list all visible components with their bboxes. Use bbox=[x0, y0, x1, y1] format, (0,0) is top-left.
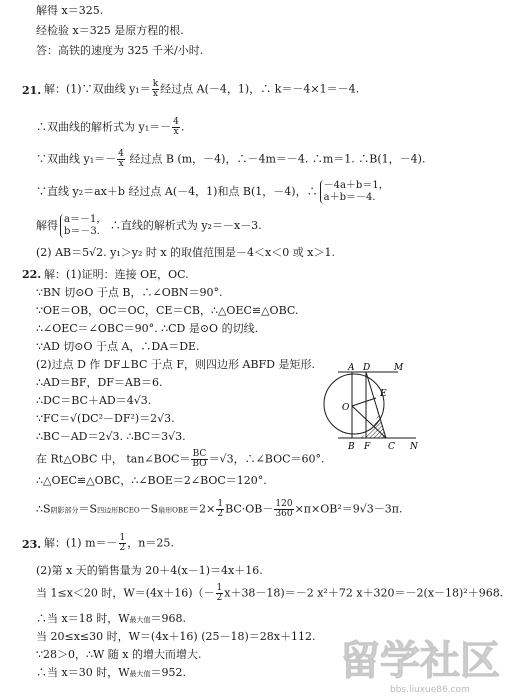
q22-line12: ∴△OEC≌△OBC，∴∠BOE＝2∠BOC＝120°. bbox=[36, 474, 267, 487]
q23-line2: (2)第 x 天的销售量为 20＋4(x－1)＝4x＋16. bbox=[36, 564, 263, 577]
segment-oe bbox=[352, 398, 376, 406]
watermark-text: 留学社区 bbox=[340, 638, 500, 684]
line-check: 经检验 x＝325 是原方程的根. bbox=[36, 24, 184, 37]
equation-system: －4a＋b＝1， a＋b＝－4. bbox=[320, 180, 389, 204]
q22-line9: ∵FC＝√(DC²－DF²)＝2√3. bbox=[36, 412, 175, 425]
geometry-figure bbox=[318, 362, 430, 452]
equation-system: a＝－1， b＝－3. bbox=[60, 214, 106, 238]
circle-o bbox=[324, 374, 384, 434]
q21-line5: 解得 a＝－1， b＝－3. ∴直线的解析式为 y₂＝－x－3. bbox=[36, 214, 262, 237]
q21-line2: ∴双曲线的解析式为 y₁＝－ $\frac{4}{x}$ . bbox=[36, 117, 185, 137]
label-d: D bbox=[363, 363, 371, 373]
line-answer: 答：高铁的速度为 325 千米/小时. bbox=[36, 44, 204, 57]
fraction: $\frac{1}{2}$ bbox=[217, 499, 224, 519]
fraction: $\frac{BC}{BO}$ bbox=[192, 449, 207, 469]
label-a: A bbox=[348, 363, 355, 373]
q22-line5: ∵AD 切⊙O 于点 A，∴DA＝DE. bbox=[36, 340, 200, 353]
q22-line1: 解：(1)证明：连接 OE，OC. bbox=[44, 268, 189, 281]
label-e: E bbox=[380, 389, 387, 399]
fraction: $\frac{4}{x}$ bbox=[173, 117, 179, 137]
label-c: C bbox=[388, 442, 395, 452]
q22-line10: ∴BC－AD＝2√3. ∴BC＝3√3. bbox=[36, 430, 186, 443]
q22-line3: ∵OE＝OB，OC＝OC，CE＝CB，∴△OEC≌△OBC. bbox=[36, 304, 299, 317]
fraction: $\frac{1}{2}$ bbox=[216, 583, 223, 603]
q23-line3: 当 1≤x＜20 时，W＝(4x＋16)（－ $\frac{1}{2}$ x＋38－18)＝－2 x²＋72 x＋320＝－2(x－18)²＋968. bbox=[36, 583, 504, 603]
q23-line4: ∴当 x＝18 时，W最大值＝968. bbox=[36, 612, 186, 625]
q22-line8: ∴DC＝BC＋AD＝4√3. bbox=[36, 394, 152, 407]
q22-line13: ∴S阴影部分＝S四边形BCEO－S扇形OBE＝2× $\frac{1}{2}$ BC·OB－ $\frac{120}{360}$ ×π×OB²＝9√3－3π. bbox=[36, 499, 403, 519]
fraction: $\frac{1}{2}$ bbox=[119, 533, 126, 553]
q22-line7: ∴AD＝BF，DF＝AB＝6. bbox=[36, 376, 163, 389]
question-22-number: 22. bbox=[22, 268, 42, 281]
q23-line1: 解：(1) m＝－ $\frac{1}{2}$ ，n＝25. bbox=[44, 533, 174, 553]
line-solve-x: 解得 x＝325. bbox=[36, 4, 104, 17]
watermark-logo bbox=[334, 626, 502, 696]
fraction: $\frac{k}{x}$ bbox=[152, 79, 159, 99]
q21-line3: ∵双曲线 y₁＝－ $\frac{4}{x}$ 经过点 B (m，－4)，∴－4m＝－4. ∴m＝1. ∴B(1，－4). bbox=[36, 149, 426, 169]
q21-line4: ∵直线 y₂＝ax＋b 经过点 A(－4，1)和点 B(1，－4)，∴ －4a＋b＝1， a＋b＝－4. bbox=[36, 180, 389, 203]
question-23-number: 23. bbox=[22, 538, 42, 551]
label-f: F bbox=[364, 442, 371, 452]
label-b: B bbox=[348, 442, 355, 452]
label-o: O bbox=[342, 403, 350, 413]
q22-line11: 在 Rt△OBC 中， tan∠BOC＝ $\frac{BC}{BO}$ ＝√3，∴∠BOC＝60°. bbox=[36, 449, 325, 469]
fraction: $\frac{120}{360}$ bbox=[275, 499, 293, 519]
fraction: $\frac{4}{x}$ bbox=[118, 149, 124, 169]
label-n: N bbox=[410, 442, 418, 452]
q21-line1: 解：(1)∵双曲线 y₁＝ $\frac{k}{x}$ 经过点 A(－4，1)，∴ k＝－4×1＝－4. bbox=[44, 79, 360, 99]
q23-line6: ∵28＞0，∴W 随 x 的增大而增大. bbox=[36, 648, 202, 661]
q23-line7: ∴当 x＝30 时，W最大值＝952. bbox=[36, 666, 186, 679]
question-21-number: 21. bbox=[22, 84, 42, 97]
q22-line4: ∴∠OEC＝∠OBC＝90°. ∴CD 是⊙O 的切线. bbox=[36, 322, 259, 335]
q22-line6: (2)过点 D 作 DF⊥BC 于点 F，则四边形 ABFD 是矩形. bbox=[36, 358, 315, 371]
q23-line5: 当 20≤x≤30 时，W＝(4x＋16) (25－18)＝28x＋112. bbox=[36, 630, 316, 643]
q22-line2: ∵BN 切⊙O 于点 B，∴∠OBN＝90°. bbox=[36, 286, 223, 299]
label-m: M bbox=[394, 363, 404, 373]
watermark-url: bbs.liuxue86.com bbox=[390, 685, 470, 695]
q21-line6: (2) AB＝5√2. y₁＞y₂ 时 x 的取值范围是－4＜x＜0 或 x＞1. bbox=[36, 246, 335, 259]
